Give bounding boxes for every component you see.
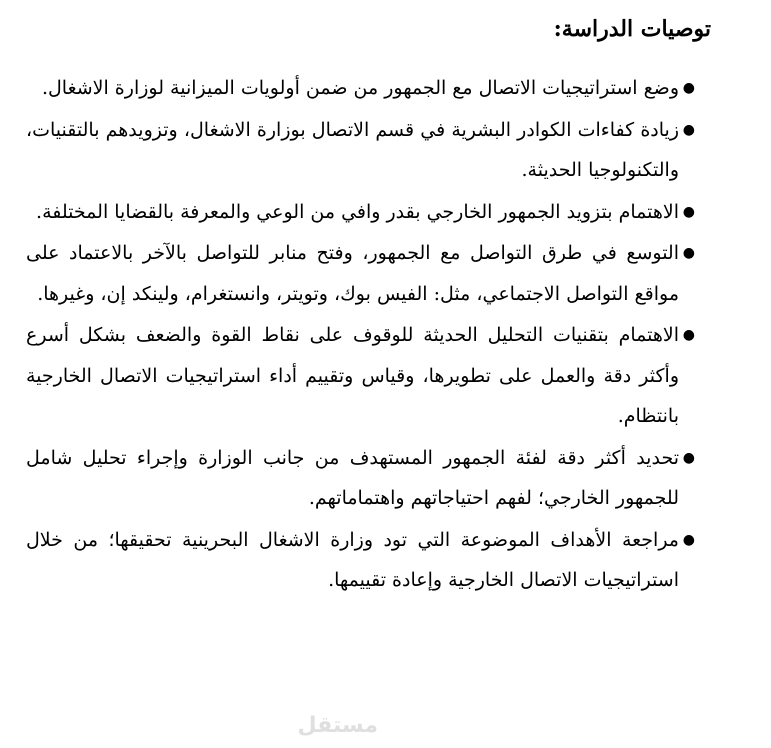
list-item-text: تحديد أكثر دقة لفئة الجمهور المستهدف من جانب الوزارة وإجراء تحليل شامل للجمهور الخارجي؛ لفهم احتياجاتهم واهتماماتهم. [26, 446, 679, 509]
list-item-text: وضع استراتيجيات الاتصال مع الجمهور من ضمن أولويات الميزانية لوزارة الاشغال. [41, 77, 679, 99]
list-item [26, 233, 695, 314]
bullet-icon: ● [682, 121, 695, 138]
bullet-icon: ● [682, 531, 695, 548]
bullet-icon: ● [682, 203, 695, 220]
list-item [26, 520, 695, 601]
list-item [26, 192, 695, 233]
list-item [26, 110, 695, 191]
list-item [26, 315, 695, 437]
bullet-icon: ● [682, 80, 695, 96]
recommendations-list [26, 68, 695, 602]
bullet-icon: ● [682, 449, 695, 466]
document-title: توصيات الدراسة: [553, 16, 711, 42]
list-item-text: مراجعة الأهداف الموضوعة التي تود وزارة الاشغال البحرينية تحقيقها؛ من خلال استراتيجيات الاتصال الخارجية وإعادة تقييمها. [26, 528, 679, 591]
watermark-logo: مستقل [297, 713, 378, 738]
list-item [26, 438, 695, 519]
list-item [26, 68, 695, 109]
bullet-icon: ● [682, 245, 695, 261]
list-item-text: الاهتمام بتزويد الجمهور الخارجي بقدر وافي من الوعي والمعرفة بالقضايا المختلفة. [36, 200, 679, 223]
list-item-text: التوسع في طرق التواصل مع الجمهور، وفتح منابر للتواصل بالآخر بالاعتماد على مواقع التواصل الاجتماعي، مثل: الفيس بوك، وتويتر، وانستغرام، ولينكد إن، وغيرها. [26, 242, 680, 305]
list-item-text: الاهتمام بتقنيات التحليل الحديثة للوقوف على نقاط القوة والضعف بشكل أسرع وأكثر دقة والعمل على تطويرها، وقياس وتقييم أداء استراتيجيات الاتصال الخارجية بانتظام. [26, 324, 679, 427]
list-item-text: زيادة كفاءات الكوادر البشرية في قسم الاتصال بوزارة الاشغال، وتزويدهم بالتقنيات، والتكنولوجيا الحديثة. [26, 118, 679, 181]
bullet-icon: ● [682, 327, 695, 343]
